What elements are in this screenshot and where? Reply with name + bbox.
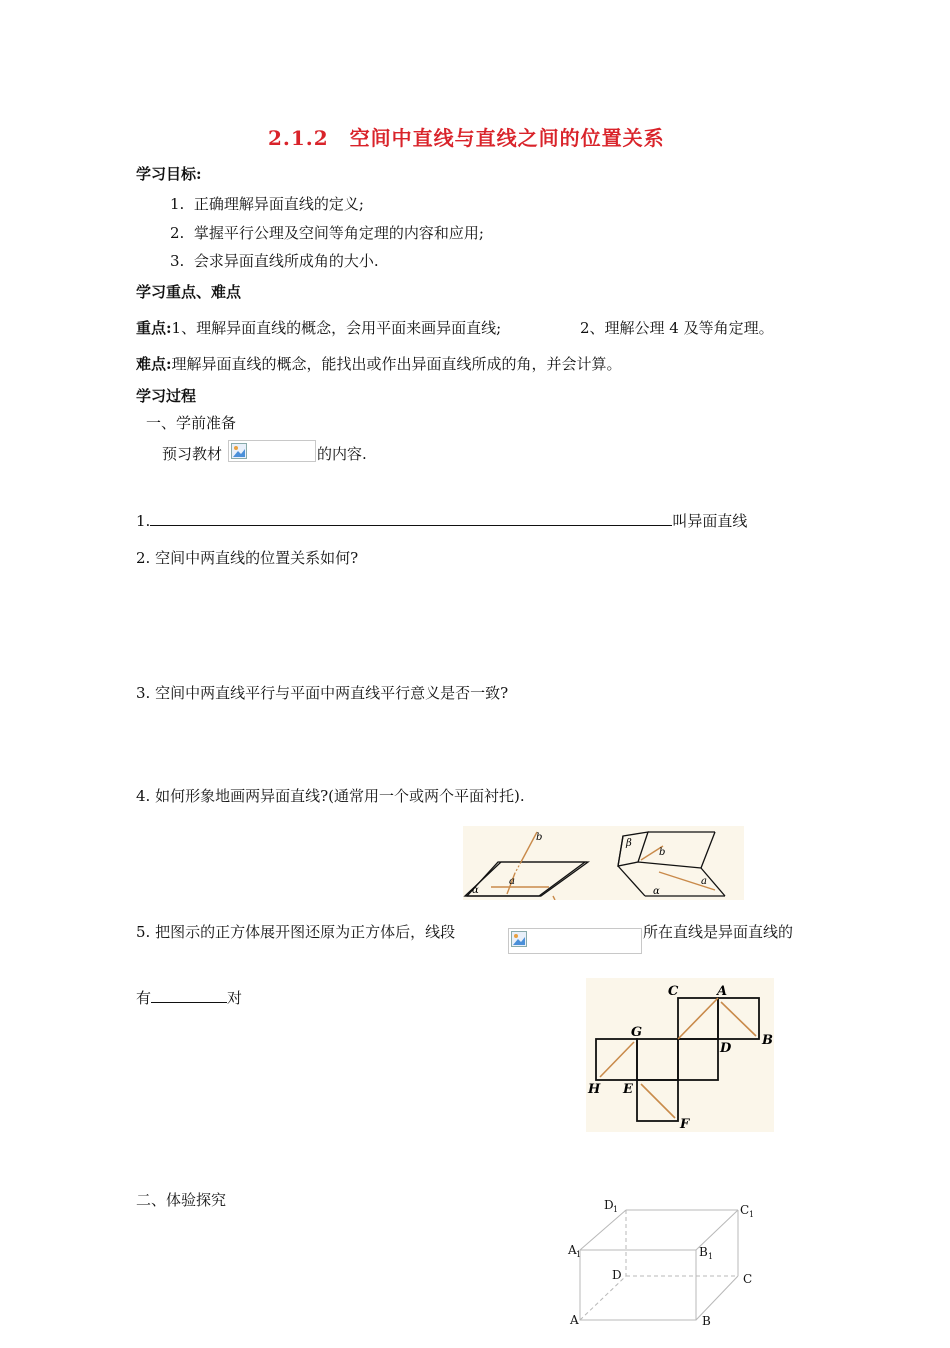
label-f: F [680,1117,690,1132]
label-b: B [762,1033,773,1048]
label-b: B [702,1314,711,1328]
process-heading: 学习过程 [136,387,197,405]
goal-num: 3. [170,252,185,270]
cube-figure [560,1195,770,1344]
page-title: 2.1.2 空间中直线与直线之间的位置关系 [268,126,665,150]
label-c1: C [740,1203,750,1217]
keypoints-heading: 学习重点、难点 [136,283,242,301]
key-text-2: 2、理解公理 4 及等角定理。 [580,319,774,337]
question-4: 4. 如何形象地画两异面直线?(通常用一个或两个平面衬托). [136,787,525,805]
q5-line2-after: 对 [227,989,243,1007]
key-label: 重点: [136,319,172,337]
label-b1: B [699,1245,708,1259]
label-c: C [668,984,679,999]
difficulty-label: 难点: [136,355,172,373]
label-g: G [631,1025,643,1040]
label-d: D [612,1268,622,1282]
label-b: b [659,847,666,858]
question-1 [136,510,747,531]
goal-text: 正确理解异面直线的定义; [193,195,364,213]
q1-tail: 叫异面直线 [672,512,748,530]
answer-blank[interactable] [151,1002,227,1003]
question-3: 3. 空间中两直线平行与平面中两直线平行意义是否一致? [136,684,509,702]
goal-num: 2. [170,224,185,242]
label-beta: β [626,838,632,849]
subscript: 1 [749,1210,755,1219]
broken-image-icon [228,440,316,462]
question-5-before: 5. 把图示的正方体展开图还原为正方体后，线段 [136,923,456,941]
q1-num: 1. [136,512,151,530]
subscript: 1 [576,1250,582,1259]
subscript: 1 [613,1205,619,1214]
question-5-line2 [136,987,242,1008]
planes-figure [463,826,744,900]
goal-num: 1. [170,195,185,213]
label-a: A [570,1313,579,1327]
goal-item-3 [170,250,379,271]
label-alpha: α [653,886,660,897]
goals-heading: 学习目标: [136,165,202,183]
answer-blank[interactable] [150,525,672,526]
label-e: E [623,1082,633,1097]
key-text-1: 1、理解异面直线的概念，会用平面来画异面直线; [171,319,502,337]
goal-item-2 [170,222,484,243]
goal-item-1 [170,193,364,214]
question-5-after: 所在直线是异面直线的 [643,923,794,941]
section-preparation: 一、学前准备 [146,414,237,432]
label-b: b [536,832,543,843]
broken-image-icon [508,928,642,954]
label-a1: A [568,1243,577,1257]
q5-line2-before: 有 [136,989,152,1007]
difficulty-text: 理解异面直线的概念，能找出或作出异面直线所成的角，并会计算。 [171,355,622,373]
question-2: 2. 空间中两直线的位置关系如何? [136,549,359,567]
goal-text: 会求异面直线所成角的大小. [193,252,379,270]
label-a: a [509,876,515,887]
label-a: a [701,876,707,887]
subscript: 1 [708,1252,714,1261]
section-exploration: 二、体验探究 [136,1191,227,1209]
preview-before: 预习教材 [162,445,223,463]
key-line [136,317,501,338]
label-h: H [588,1082,601,1097]
label-a: A [717,984,728,999]
preview-after: 的内容. [317,445,367,463]
label-d1: D [604,1198,614,1212]
label-d: D [720,1041,732,1056]
label-alpha: α [472,885,479,896]
difficulty-line [136,353,622,374]
cube-net-figure [586,978,774,1132]
label-c: C [743,1272,753,1286]
goal-text: 掌握平行公理及空间等角定理的内容和应用; [193,224,484,242]
